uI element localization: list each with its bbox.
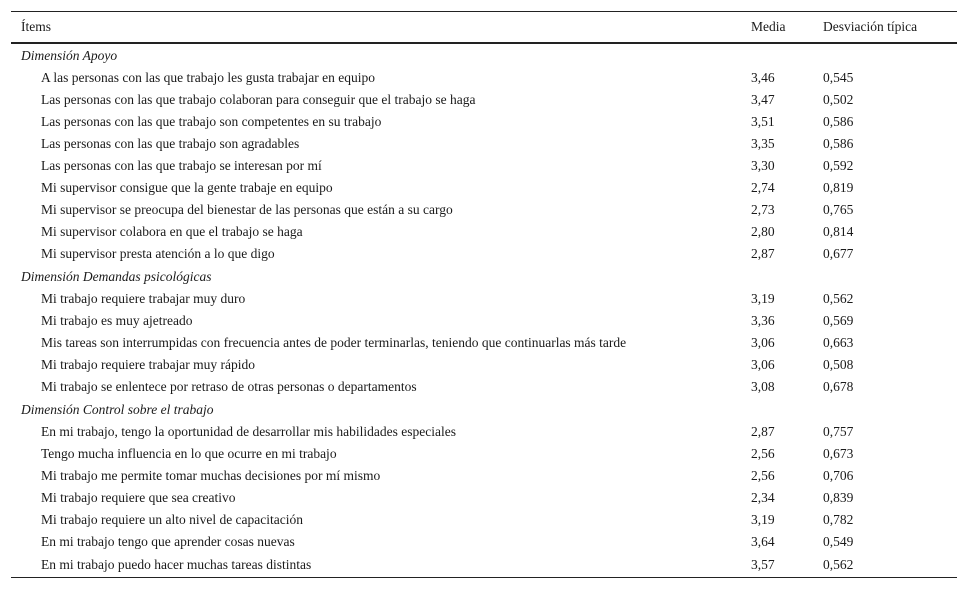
- media-value: 3,19: [751, 512, 775, 527]
- section-header-row: [11, 398, 957, 421]
- item-text: Mis tareas son interrumpidas con frecuencia antes de poder terminarlas, teniendo que continuarlas más tarde: [41, 335, 627, 350]
- table-row: [11, 531, 957, 553]
- header-sd: Desviación típica: [823, 12, 957, 44]
- item-text: Mi trabajo se enlentece por retraso de otras personas o departamentos: [41, 379, 417, 394]
- media-value: 2,80: [751, 224, 775, 239]
- sd-value: 0,782: [823, 512, 854, 527]
- media-value: 2,87: [751, 424, 775, 439]
- item-text: Mi supervisor consigue que la gente trabaje en equipo: [41, 180, 333, 195]
- sd-value: 0,757: [823, 424, 854, 439]
- items-table: [11, 11, 957, 578]
- table-row: [11, 465, 957, 487]
- sd-value: 0,706: [823, 468, 854, 483]
- item-text: Mi trabajo requiere trabajar muy duro: [41, 291, 246, 306]
- media-value: 2,73: [751, 202, 775, 217]
- media-value: 3,35: [751, 136, 775, 151]
- table-row: [11, 354, 957, 376]
- media-value: 2,87: [751, 246, 775, 261]
- table-row: [11, 288, 957, 310]
- table-row: [11, 509, 957, 531]
- item-text: Las personas con las que trabajo colaboran para conseguir que el trabajo se haga: [41, 92, 476, 107]
- media-value: 2,74: [751, 180, 775, 195]
- sd-value: 0,586: [823, 114, 854, 129]
- sd-value: 0,839: [823, 490, 854, 505]
- media-value: 3,36: [751, 313, 775, 328]
- item-text: Las personas con las que trabajo se interesan por mí: [41, 158, 322, 173]
- media-value: 2,34: [751, 490, 775, 505]
- table-row: [11, 177, 957, 199]
- sd-value: 0,663: [823, 335, 854, 350]
- media-value: 3,08: [751, 379, 775, 394]
- item-text: En mi trabajo tengo que aprender cosas nuevas: [41, 534, 295, 549]
- media-value: 3,57: [751, 553, 823, 578]
- table-row: [11, 67, 957, 89]
- item-text: Mi trabajo requiere que sea creativo: [41, 490, 236, 505]
- media-value: 2,56: [751, 446, 775, 461]
- media-value: 3,47: [751, 92, 775, 107]
- item-text: Tengo mucha influencia en lo que ocurre en mi trabajo: [41, 446, 337, 461]
- media-value: 3,06: [751, 335, 775, 350]
- media-value: 3,30: [751, 158, 775, 173]
- item-text: En mi trabajo, tengo la oportunidad de desarrollar mis habilidades especiales: [41, 424, 456, 439]
- sd-value: 0,592: [823, 158, 854, 173]
- item-text: Las personas con las que trabajo son agradables: [41, 136, 300, 151]
- table-row: [11, 310, 957, 332]
- item-text: Mi trabajo es muy ajetreado: [41, 313, 193, 328]
- sd-value: 0,765: [823, 202, 854, 217]
- table-row: [11, 332, 957, 354]
- header-media: Media: [751, 12, 823, 44]
- data-table-container: [11, 11, 957, 578]
- item-text: A las personas con las que trabajo les gusta trabajar en equipo: [41, 70, 376, 85]
- sd-value: 0,562: [823, 291, 854, 306]
- table-row: [11, 243, 957, 265]
- media-value: 3,06: [751, 357, 775, 372]
- sd-value: 0,562: [823, 553, 957, 578]
- section-header-row: [11, 43, 957, 67]
- sd-value: 0,549: [823, 534, 854, 549]
- sd-value: 0,673: [823, 446, 854, 461]
- item-text: Mi supervisor se preocupa del bienestar de las personas que están a su cargo: [41, 202, 453, 217]
- section-title: Dimensión Control sobre el trabajo: [21, 401, 214, 417]
- section-title: Dimensión Apoyo: [21, 47, 118, 63]
- table-row: [11, 421, 957, 443]
- media-value: 3,51: [751, 114, 775, 129]
- sd-value: 0,586: [823, 136, 854, 151]
- sd-value: 0,677: [823, 246, 854, 261]
- sd-value: 0,545: [823, 70, 854, 85]
- table-row: [11, 376, 957, 398]
- sd-value: 0,819: [823, 180, 854, 195]
- table-row: [11, 221, 957, 243]
- table-row: [11, 199, 957, 221]
- item-text: En mi trabajo puedo hacer muchas tareas distintas: [11, 553, 751, 578]
- sd-value: 0,502: [823, 92, 854, 107]
- table-row: [11, 133, 957, 155]
- table-row: [11, 443, 957, 465]
- media-value: 3,64: [751, 534, 775, 549]
- section-title: Dimensión Demandas psicológicas: [21, 268, 212, 284]
- media-value: 2,56: [751, 468, 775, 483]
- sd-value: 0,508: [823, 357, 854, 372]
- table-row: [11, 487, 957, 509]
- sd-value: 0,678: [823, 379, 854, 394]
- item-text: Las personas con las que trabajo son competentes en su trabajo: [41, 114, 382, 129]
- table-body: [11, 43, 957, 578]
- item-text: Mi supervisor presta atención a lo que digo: [41, 246, 275, 261]
- header-items: Ítems: [11, 12, 751, 44]
- item-text: Mi supervisor colabora en que el trabajo se haga: [41, 224, 303, 239]
- item-text: Mi trabajo me permite tomar muchas decisiones por mí mismo: [41, 468, 381, 483]
- media-value: 3,46: [751, 70, 775, 85]
- item-text: Mi trabajo requiere trabajar muy rápido: [41, 357, 256, 372]
- section-header-row: [11, 265, 957, 288]
- sd-value: 0,569: [823, 313, 854, 328]
- media-value: 3,19: [751, 291, 775, 306]
- sd-value: 0,814: [823, 224, 854, 239]
- table-row: [11, 89, 957, 111]
- item-text: Mi trabajo requiere un alto nivel de capacitación: [41, 512, 304, 527]
- table-row: [11, 155, 957, 177]
- table-row: [11, 553, 957, 578]
- table-row: [11, 111, 957, 133]
- table-header-row: [11, 12, 957, 44]
